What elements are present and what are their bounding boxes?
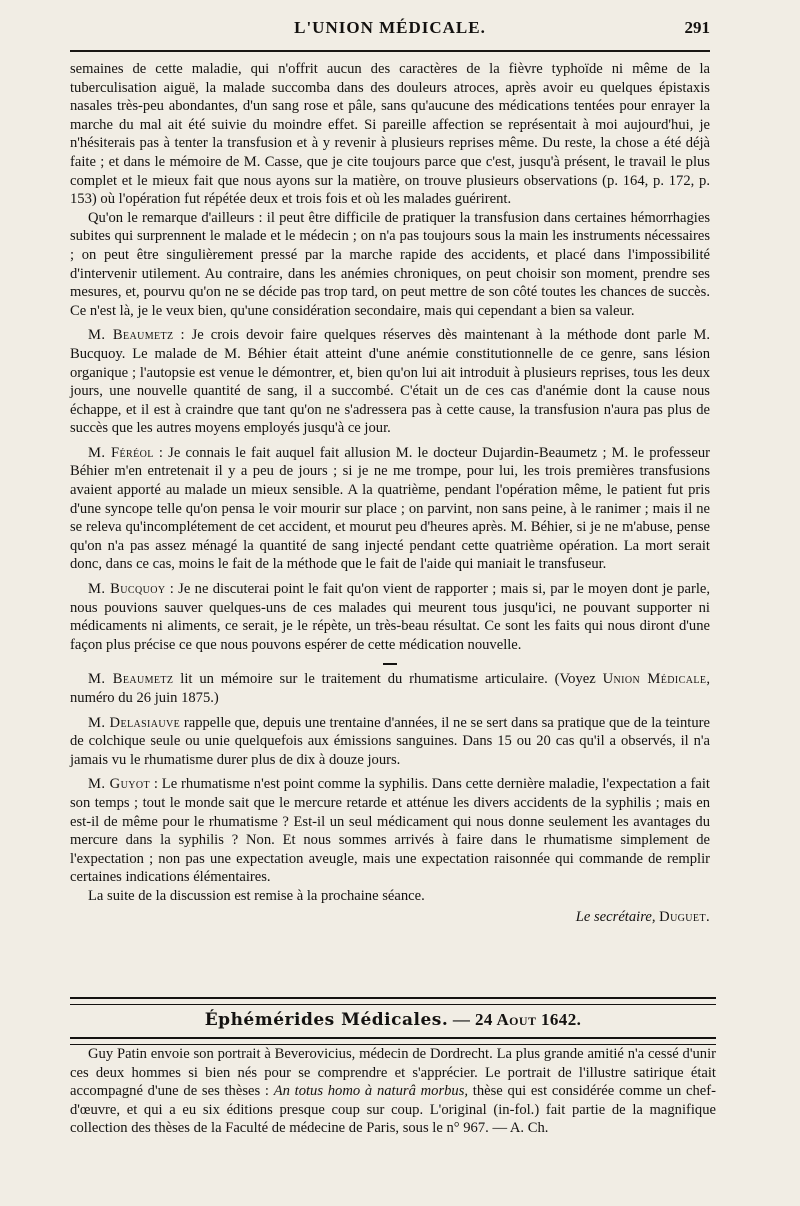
speech-text: : Je crois devoir faire quelques réserves dès maintenant à la méthode dont parle M. Bucquoy. Le malade de M. Béhier était atteint d'une anémie constitutionnelle de ce genre, sans lésion organique ; l'autopsie est venue le démontrer, et, bien qu'on lui ait introduit à plusieurs reprises, tous les deux jours, une nouvelle quantité de sang, il a succombé. C'était un de ces cas d'anémie dont la cause nous échappe, et il est à craindre que tant qu'on ne s'adressera pas à cette cause, la transfusion n'aura pas plus de succès que les autres moyens employés jusqu'à ce jour. — [70, 327, 710, 437]
paragraph-fereol — [70, 444, 710, 574]
journal-name: Union Médicale — [602, 671, 707, 688]
main-text — [70, 60, 710, 926]
speaker-name: M. Guyot — [88, 776, 150, 793]
speech-text: : Le rhumatisme n'est point comme la syphilis. Dans cette dernière maladie, l'expectation a fait son temps ; tout le monde sait que le mercure retarde et atténue les divers accidents de la syphilis ; mais en est-il de même pour le rhumatisme ? Est-il un seul médicament qui nous donne seulement les avantages du mercure dans la syphilis ? Non. Et nous sommes arrivés à faire dans le rhumatisme simplement de l'expectation ; non pas une expectation aveugle, mais une expectation raisonnée qui commande de remplir certaines indications élémentaires. — [70, 776, 710, 886]
ephemerides-text-a: Guy Patin envoie son portrait à Beverovicius, médecin de Dordrecht. La plus grande amitié n'a cessé d'unir ces deux hommes si bien nés pour se comprendre et s'apprécier. Le portrait de l'illustre satirique était accompagné d'une de ses thèses : — [70, 1046, 716, 1100]
double-rule-top — [70, 997, 716, 1005]
paragraph-beaumetz-memoire — [70, 670, 710, 707]
ephemerides-text — [70, 1045, 716, 1138]
page-number: 291 — [684, 18, 710, 37]
section-separator — [70, 656, 710, 670]
double-rule-bottom — [70, 1037, 716, 1045]
paragraph-bucquoy — [70, 580, 710, 654]
speech-text: lit un mémoire sur le traitement du rhumatisme articulaire. (Voyez — [173, 671, 603, 688]
signature-name: Duguet. — [659, 908, 710, 925]
ephemerides-heading — [70, 1010, 716, 1030]
ephemerides-title: Éphémérides Médicales. — [204, 1010, 449, 1030]
speech-text: , numéro du 26 juin 1875.) — [70, 671, 710, 706]
page-header — [70, 18, 710, 44]
paragraph-delasiauve — [70, 714, 710, 770]
paragraph-beaumetz — [70, 326, 710, 438]
speaker-name: M. Beaumetz — [88, 671, 174, 688]
speaker-name: M. Beaumetz — [88, 327, 174, 344]
ephemerides-paragraph — [70, 1045, 716, 1138]
header-rule — [70, 50, 710, 52]
paragraph-adjournment: La suite de la discussion est remise à la prochaine séance. — [88, 887, 425, 904]
speaker-name: M. Delasiauve — [88, 714, 181, 731]
paragraph-2: Qu'on le remarque d'ailleurs : il peut être difficile de pratiquer la transfusion dans certaines hémorrhagies subites qui surprennent le malade et le médecin ; on n'a pas toujours sous la main les instruments nécessaires ; on peut être singulièrement pressé par la marche rapide des accidents, et placé dans l'impossibilité d'intervenir utilement. Au contraire, dans les anémies chroniques, on peut choisir son moment, prendre ses mesures, et, pourvu qu'on ne se décide pas trop tard, on peut mettre de son côté toutes les chances de succès. Ce n'est là, je le veux bien, qu'une considération secondaire, mais qui cependant a bien sa valeur. — [70, 209, 710, 319]
ephemerides-text-b: thèse qui est considérée comme un chef-d'œuvre, et qui a eu six éditions presque coup sur coup. L'original (in-fol.) fait partie de la magnifique collection des thèses de la Faculté de médecine de Paris, sous le n° 967. — A. Ch. — [70, 1083, 716, 1137]
speech-text: rappelle que, depuis une trentaine d'années, il ne se sert dans sa pratique que de la teinture de colchique seule ou unie quelquefois aux émissions sanguines. Dans 15 ou 20 cas qu'il a observés, il n'a jamais vu le rhumatisme durer plus de dix à douze jours. — [70, 714, 710, 768]
speech-text: : Je connais le fait auquel fait allusion M. le docteur Dujardin-Beaumetz ; M. le professeur Béhier m'en entretenait il y a peu de jours ; si je ne me trompe, pour lui, les trois premières transfusions avaient apporté au malade un mieux sensible. A la quatrième, pendant l'opération même, le patient fut pris d'une syncope telle qu'on pensa le voir mourir sur place ; on parvint, non sans peine, à le ranimer ; mais il ne se releva qu'incomplétement de cet accident, et mourut peu d'heures après. M. Béhier, si je ne m'abuse, pense qu'on n'a pas assez ménagé la quantité de sang injecté pendant cette quatrième opération. La mort serait donc, dans ce cas, moins le fait de la méthode que le fait de l'aide qui maniait le transfuseur. — [70, 444, 710, 573]
speaker-name: M. Féréol — [88, 444, 154, 461]
paragraph-1: semaines de cette maladie, qui n'offrit aucun des caractères de la fièvre typhoïde ni même de la tuberculisation aiguë, la malade succomba dans des douleurs atroces, après avoir eu quelques épistaxis nasales très-peu abondantes, d'un sang rose et pâle, sans qu'aucune des médications tentées pour enrayer la marche du mal ait été suivie du moindre effet. Si pareille affection se représentait à moi aujourd'hui, je n'hésiterais pas à tenter la transfusion et à y revenir à plusieurs reprises même. Du reste, la chose a été déjà faite ; et dans le mémoire de M. Casse, que je cite toujours parce que c'est, jusqu'à présent, le travail le plus complet et le mieux fait que nous ayons sur la matière, on trouve plusieurs observations (p. 164, p. 172, p. 153) où l'opération fut répétée deux et trois fois et où les malades guérirent. — [70, 61, 710, 208]
thesis-title: An totus homo à naturâ morbus, — [273, 1083, 469, 1100]
signature-line — [70, 908, 710, 927]
ephemerides-date: — 24 Aout 1642. — [448, 1010, 582, 1029]
speech-text: : Je ne discuterai point le fait qu'on vient de rapporter ; mais si, par le moyen dont je parle, nous pouvions sauver quelques-uns de ces malades qui meurent tous jusqu'ici, ne pouvant supporter ni médicaments ni aliments, ce serait, je le répète, un très-beau résultat. Ce sont les faits qui nous diront d'une façon plus précise ce que nous pouvons espérer de cette médication nouvelle. — [70, 581, 710, 653]
running-title: L'UNION MÉDICALE. — [294, 18, 486, 37]
signature-role: Le secrétaire, — [575, 908, 656, 925]
speaker-name: M. Bucquoy — [88, 581, 166, 598]
paragraph-guyot — [70, 775, 710, 887]
